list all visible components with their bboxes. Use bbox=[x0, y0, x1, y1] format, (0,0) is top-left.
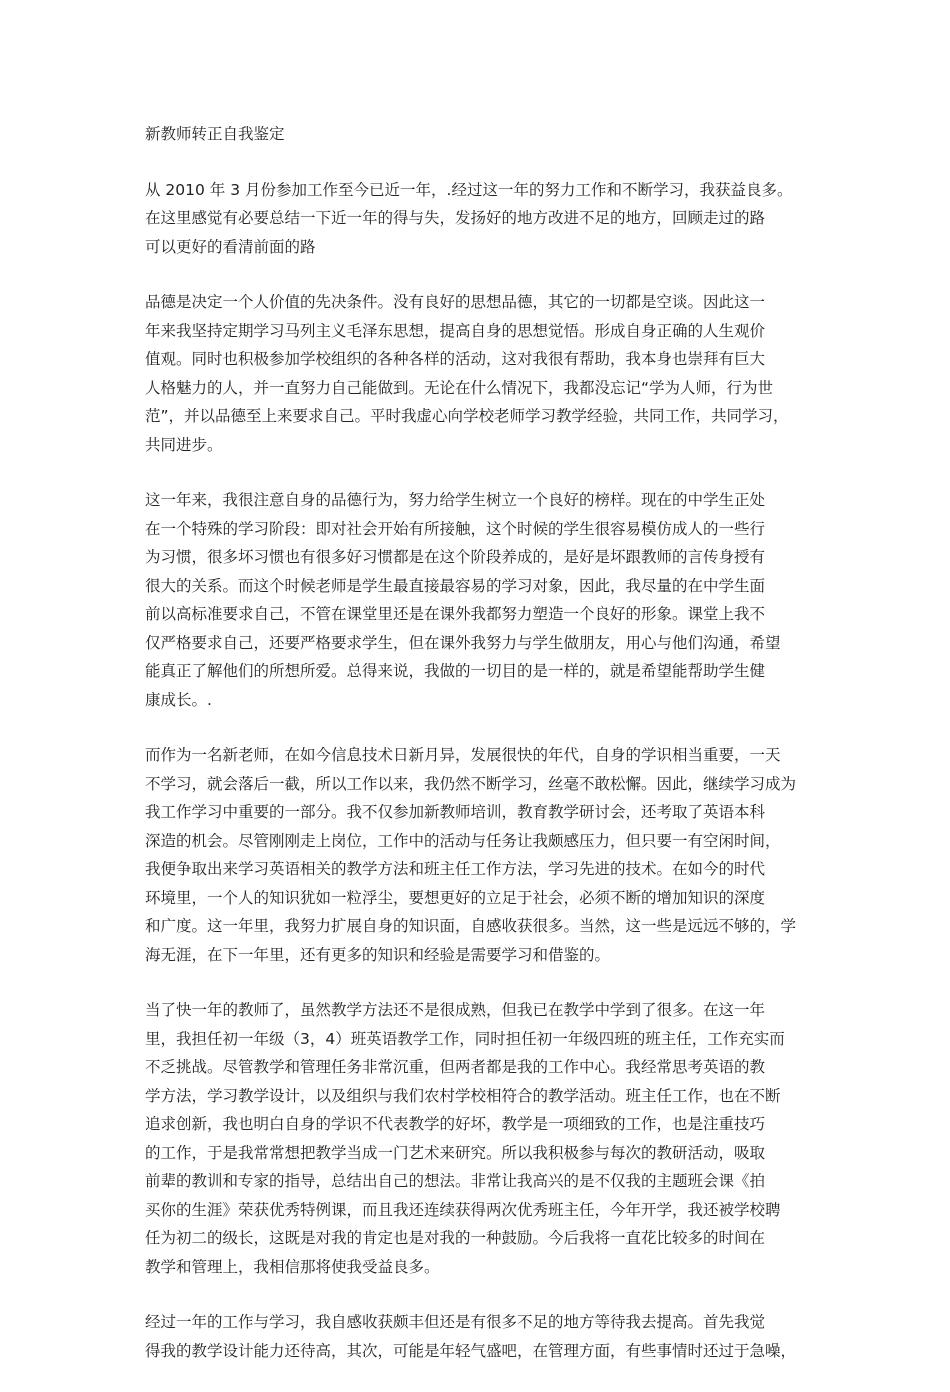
document-body bbox=[145, 120, 823, 1392]
paragraph-line: 深造的机会。尽管刚刚走上岗位，工作中的活动与任务让我颇感压力，但只要一有空闲时间， bbox=[145, 831, 781, 850]
paragraph bbox=[145, 288, 823, 459]
paragraph-line: 买你的生涯》荣获优秀特例课，而且我还连续获得两次优秀班主任，今年开学，我还被学校聘 bbox=[145, 1200, 781, 1219]
paragraph-line: 而作为一名新老师，在如今信息技术日新月异，发展很快的年代，自身的学识相当重要，一天 bbox=[145, 746, 781, 764]
paragraph-line: 的工作，于是我常常想把教学当成一门艺术来研究。所以我积极参与每次的教研活动，吸取 bbox=[145, 1143, 766, 1162]
paragraph-line: 海无涯，在下一年里，还有更多的知识和经验是需要学习和借鉴的。 bbox=[145, 945, 611, 964]
paragraph-line: 前以高标准要求自己，不管在课堂里还是在课外我都努力塑造一个良好的形象。课堂上我不 bbox=[145, 605, 766, 623]
paragraph-line: 从 2010 年 3 月份参加工作至今已近一年，.经过这一年的努力工作和不断学习，我获益良多。 bbox=[145, 180, 793, 199]
paragraph-line: 能真正了解他们的所想所爱。总得来说，我做的一切目的是一样的，就是希望能帮助学生健 bbox=[145, 662, 766, 680]
paragraph-line: 为习惯，很多坏习惯也有很多好习惯都是在这个阶段养成的，是好是坏跟教师的言传身授有 bbox=[145, 548, 766, 566]
paragraph-line: 经过一年的工作与学习，我自感收获颇丰但还是有很多不足的地方等待我去提高。首先我觉 bbox=[145, 1313, 766, 1331]
paragraph-line: 不乏挑战。尽管教学和管理任务非常沉重，但两者都是我的工作中心。我经常思考英语的教 bbox=[145, 1058, 766, 1076]
paragraph bbox=[145, 486, 823, 714]
paragraph bbox=[145, 741, 823, 969]
paragraph-line: 共同进步。 bbox=[145, 435, 223, 454]
paragraph-line: 这一年来，我很注意自身的品德行为，努力给学生树立一个良好的榜样。现在的中学生正处 bbox=[145, 491, 766, 509]
paragraph-line: 很大的关系。而这个时候老师是学生最直接最容易的学习对象，因此，我尽量的在中学生面 bbox=[145, 576, 766, 595]
paragraph-line: 仅严格要求自己，还要严格要求学生，但在课外我努力与学生做朋友，用心与他们沟通，希望 bbox=[145, 633, 781, 652]
paragraph-line: 品德是决定一个人价值的先决条件。没有良好的思想品德，其它的一切都是空谈。因此这一 bbox=[145, 293, 766, 311]
paragraph-line: 在这里感觉有必要总结一下近一年的得与失，发扬好的地方改进不足的地方，回顾走过的路 bbox=[145, 209, 766, 227]
paragraph-line: 年来我坚持定期学习马列主义毛泽东思想，提高自身的思想觉悟。形成自身正确的人生观价 bbox=[145, 321, 766, 340]
paragraph-line: 环境里，一个人的知识犹如一粒浮尘，要想更好的立足于社会，必须不断的增加知识的深度 bbox=[145, 888, 766, 907]
paragraph-line: 不学习，就会落后一截，所以工作以来，我仍然不断学习，丝毫不敢松懈。因此，继续学习成为 bbox=[145, 774, 797, 793]
paragraph-line: 学方法，学习教学设计，以及组织与我们农村学校相符合的教学活动。班主任工作，也在不断 bbox=[145, 1086, 781, 1105]
paragraph-line: 康成长。. bbox=[145, 690, 212, 709]
paragraph-line: 和广度。这一年里，我努力扩展自身的知识面，自感收获很多。当然，这一些是远远不够的，学 bbox=[145, 917, 797, 935]
paragraph-line: 我便争取出来学习英语相关的教学方法和班主任工作方法，学习先进的技术。在如今的时代 bbox=[145, 860, 766, 878]
paragraph-line: 任为初二的级长，这既是对我的肯定也是对我的一种鼓励。今后我将一直花比较多的时间在 bbox=[145, 1229, 766, 1247]
paragraph-line: 里，我担任初一年级（3，4）班英语教学工作，同时担任初一年级四班的班主任，工作充实而 bbox=[145, 1029, 785, 1048]
paragraph-line: 可以更好的看清前面的路 bbox=[145, 237, 316, 256]
paragraph-line: 当了快一年的教师了，虽然教学方法还不是很成熟，但我已在教学中学到了很多。在这一年 bbox=[145, 1001, 766, 1019]
paragraph-line: 范”，并以品德至上来要求自己。平时我虚心向学校老师学习教学经验，共同工作，共同学习， bbox=[145, 407, 789, 425]
paragraph bbox=[145, 1308, 823, 1365]
paragraph-list bbox=[145, 176, 823, 1366]
paragraph-line: 值观。同时也积极参加学校组织的各种各样的活动，这对我很有帮助，我本身也崇拜有巨大 bbox=[145, 350, 766, 368]
paragraph-line: 我工作学习中重要的一部分。我不仅参加新教师培训，教育教学研讨会，还考取了英语本科 bbox=[145, 803, 766, 821]
paragraph-line: 在一个特殊的学习阶段：即对社会开始有所接触，这个时候的学生很容易模仿成人的一些行 bbox=[145, 519, 766, 538]
paragraph bbox=[145, 176, 823, 262]
paragraph bbox=[145, 996, 823, 1281]
paragraph-line: 人格魅力的人，并一直努力自己能做到。无论在什么情况下，我都没忘记“学为人师，行为世 bbox=[145, 378, 774, 397]
document-title: 新教师转正自我鉴定 bbox=[145, 125, 285, 143]
paragraph-line: 教学和管理上，我相信那将使我受益良多。 bbox=[145, 1257, 440, 1276]
paragraph-line: 前辈的教训和专家的指导，总结出自己的想法。非常让我高兴的是不仅我的主题班会课《拍 bbox=[145, 1172, 766, 1190]
paragraph-line: 追求创新，我也明白自身的学识不代表教学的好坏，教学是一项细致的工作，也是注重技巧 bbox=[145, 1115, 766, 1133]
paragraph-line: 得我的教学设计能力还待高，其次，可能是年轻气盛吧，在管理方面，有些事情时还过于急噪， bbox=[145, 1341, 797, 1360]
